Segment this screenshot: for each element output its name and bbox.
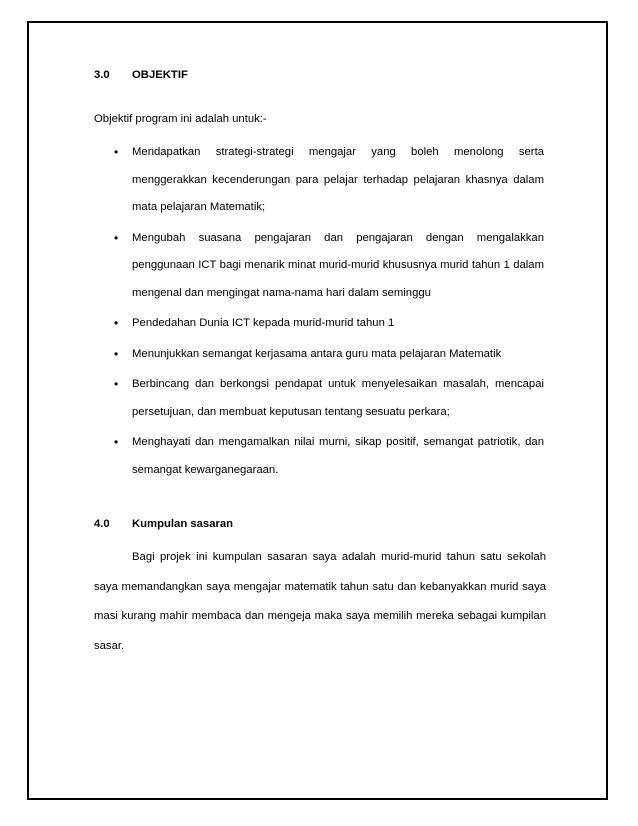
objective-item: • Menghayati dan mengamalkan nilai murni, sikap positif, semangat patriotik, dan semangat kewarganegaraan. [114, 429, 544, 484]
objective-item: • Mendapatkan strategi-strategi mengajar yang boleh menolong serta menggerakkan kecenderungan para pelajar terhadap pelajaran khasnya dalam mata pelajaran Matematik; [114, 139, 544, 222]
objectives-list [114, 139, 544, 487]
body-paragraph: Bagi projek ini kumpulan sasaran saya adalah murid-murid tahun satu sekolah saya memandangkan saya mengajar matematik tahun satu dan kebanyakkan murid saya masi kurang mahir membaca dan mengeja maka saya memilih mereka sebagai kumpilan sasar. [94, 551, 546, 652]
objective-item: • Pendedahan Dunia ICT kepada murid-murid tahun 1 [114, 310, 544, 338]
section-title: OBJEKTIF [132, 69, 188, 81]
section-title: Kumpulan sasaran [132, 518, 234, 530]
intro-text: Objektif program ini adalah untuk:- [94, 113, 267, 125]
section-heading-objektif [94, 69, 188, 81]
document-page [27, 21, 608, 800]
objective-item: • Mengubah suasana pengajaran dan pengajaran dengan mengalakkan penggunaan ICT bagi menarik minat murid-murid khususnya murid tahun 1 dalam mengenal dan mengingat nama-nama hari dalam seminggu [114, 225, 544, 308]
objective-item: • Berbincang dan berkongsi pendapat untuk menyelesaikan masalah, mencapai persetujuan, dan membuat keputusan tentang sesuatu perkara; [114, 371, 544, 426]
section-heading-kumpulan-sasaran [94, 518, 233, 530]
objective-item: • Menunjukkan semangat kerjasama antara guru mata pelajaran Matematik [114, 341, 544, 369]
section-number: 3.0 [94, 69, 110, 81]
section-number: 4.0 [94, 518, 110, 530]
